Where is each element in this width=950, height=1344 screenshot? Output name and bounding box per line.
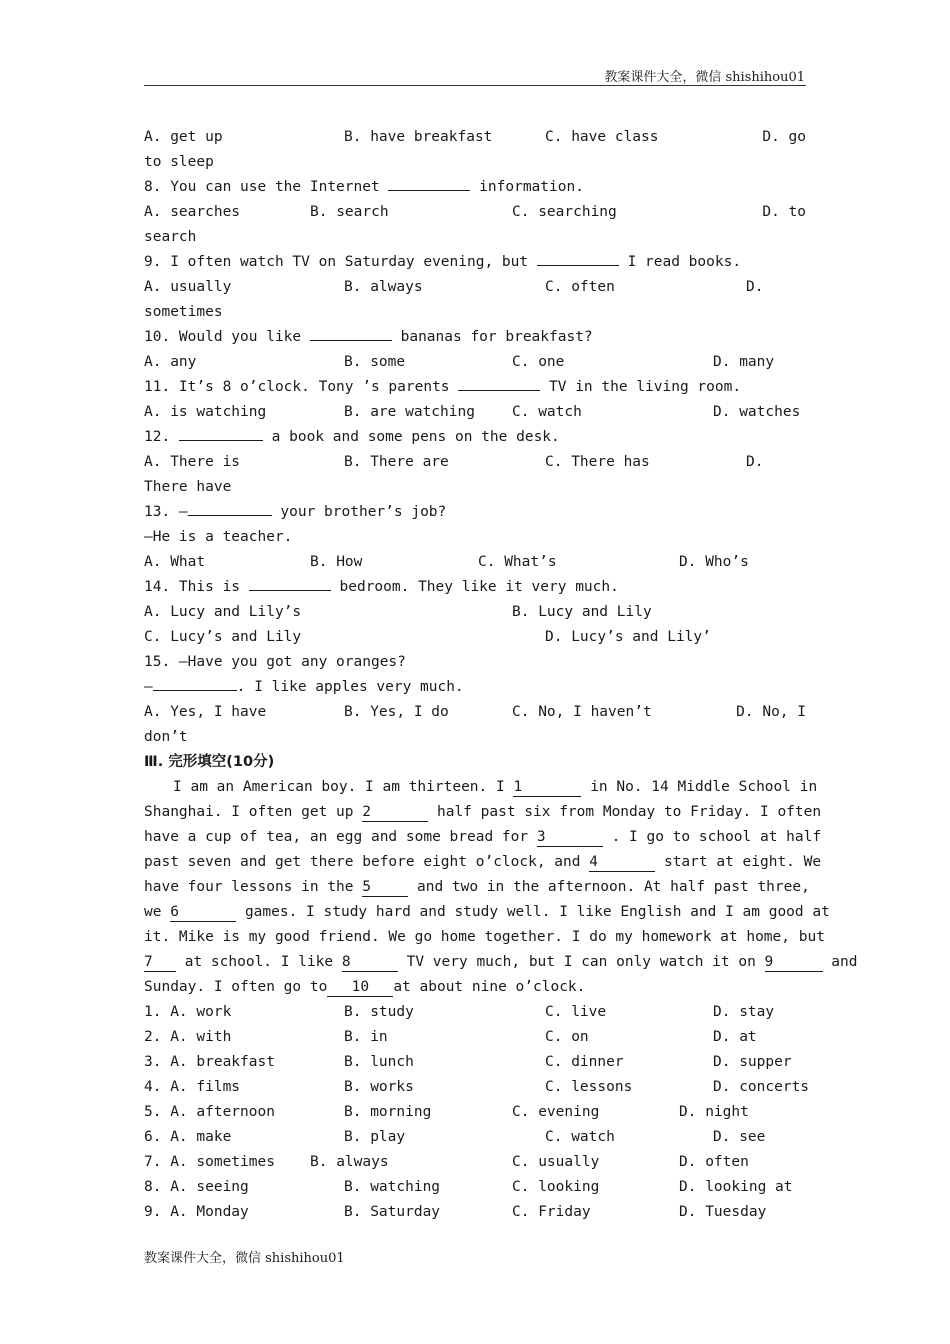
option-a: A. Lucy and Lily’s xyxy=(144,604,302,620)
question-8-options xyxy=(144,200,806,225)
option-c: C. What’s xyxy=(478,554,557,570)
option-c: C. dinner xyxy=(545,1054,624,1070)
option-d-wrap: to sleep xyxy=(144,154,214,170)
question-11-options xyxy=(144,400,806,425)
option-d: D. see xyxy=(713,1129,766,1145)
question-8-stem: 8. You can use the Internet xyxy=(144,179,380,195)
question-12-stem: 12. xyxy=(144,429,171,445)
question-15-reply xyxy=(144,675,806,700)
question-12-options xyxy=(144,450,806,475)
question-13-options xyxy=(144,550,806,575)
option-b: B. study xyxy=(344,1004,414,1020)
option-a: 9. A. Monday xyxy=(144,1204,249,1220)
cloze-options-row xyxy=(144,1075,810,1100)
option-b: B. Yes, I do xyxy=(344,704,449,720)
cloze-options-row xyxy=(144,1025,806,1050)
option-c: C. watch xyxy=(545,1129,615,1145)
option-d: D. go xyxy=(762,129,806,145)
option-c: C. one xyxy=(512,354,565,370)
cloze-options-row xyxy=(144,1125,806,1150)
passage-text: in No. 14 Middle School in xyxy=(590,779,818,795)
passage-text: . I go to school at half xyxy=(611,829,822,845)
passage-line xyxy=(144,950,858,975)
question-11-stem-end: TV in the living room. xyxy=(549,379,742,395)
passage-text: and two in the afternoon. At half past three, xyxy=(416,879,810,895)
option-c: C. There has xyxy=(545,454,650,470)
question-10-stem: 10. Would you like xyxy=(144,329,302,345)
option-d: D. concerts xyxy=(713,1079,810,1095)
option-d: D. looking at xyxy=(679,1179,793,1195)
option-a: 8. A. seeing xyxy=(144,1179,249,1195)
option-b: B. There are xyxy=(344,454,449,470)
option-b: B. Lucy and Lily xyxy=(512,604,652,620)
option-d: D. to xyxy=(762,204,806,220)
option-a: A. get up xyxy=(144,129,223,145)
option-d: D. xyxy=(746,454,764,470)
passage-text: we xyxy=(144,904,162,920)
reply-end: . I like apples very much. xyxy=(236,679,464,695)
option-b: B. always xyxy=(310,1154,389,1170)
question-8 xyxy=(144,175,806,200)
question-10-options xyxy=(144,350,806,375)
question-11-stem: 11. It’s 8 o’clock. Tony ’s parents xyxy=(144,379,450,395)
question-11 xyxy=(144,375,806,400)
cloze-blank: 6 xyxy=(170,904,236,922)
passage-line xyxy=(144,875,810,900)
cloze-blank: 10 xyxy=(327,979,393,997)
option-c: C. on xyxy=(545,1029,589,1045)
option-b: B. morning xyxy=(344,1104,432,1120)
option-c: C. live xyxy=(545,1004,607,1020)
option-a: A. What xyxy=(144,554,206,570)
passage-text: TV very much, but I can only watch it on xyxy=(406,954,756,970)
passage-text: and xyxy=(831,954,858,970)
option-d: D. often xyxy=(679,1154,749,1170)
question-13-answer-line: —He is a teacher. xyxy=(144,529,293,545)
option-a: 3. A. breakfast xyxy=(144,1054,275,1070)
option-c: C. have class xyxy=(545,129,659,145)
option-c: C. No, I haven’t xyxy=(512,704,652,720)
blank xyxy=(188,515,272,516)
option-b: B. search xyxy=(310,204,389,220)
question-9 xyxy=(144,250,806,275)
option-d: D. No, I xyxy=(736,704,806,720)
option-a: 6. A. make xyxy=(144,1129,232,1145)
passage-text: at school. I like xyxy=(184,954,334,970)
cloze-blank: 8 xyxy=(342,954,398,972)
cloze-options-row xyxy=(144,1175,806,1200)
option-a: A. searches xyxy=(144,204,241,220)
option-c: C. usually xyxy=(512,1154,600,1170)
blank xyxy=(153,690,237,691)
question-10-stem-end: bananas for breakfast? xyxy=(400,329,593,345)
cloze-blank: 1 xyxy=(513,779,581,797)
passage-line xyxy=(144,800,822,825)
worksheet-content xyxy=(144,125,858,1225)
cloze-blank: 7 xyxy=(144,954,176,972)
option-d: D. Who’s xyxy=(679,554,749,570)
page-footer: 教案课件大全，微信 shishihou01 xyxy=(144,1251,345,1266)
question-9-options xyxy=(144,275,806,300)
blank xyxy=(179,440,263,441)
option-b: B. works xyxy=(344,1079,414,1095)
question-14-stem-end: bedroom. They like it very much. xyxy=(339,579,619,595)
option-b: B. are watching xyxy=(344,404,475,420)
blank xyxy=(537,265,619,266)
option-d-wrap: search xyxy=(144,229,197,245)
option-c: C. searching xyxy=(512,204,617,220)
passage-text: have a cup of tea, an egg and some bread for xyxy=(144,829,529,845)
question-9-stem-end: I read books. xyxy=(627,254,742,270)
option-d: D. night xyxy=(679,1104,749,1120)
blank xyxy=(458,390,540,391)
section-title: Ⅲ. 完形填空(10分) xyxy=(144,754,275,770)
option-c: C. Friday xyxy=(512,1204,591,1220)
question-13 xyxy=(144,500,806,525)
cloze-options-row xyxy=(144,1200,806,1225)
option-d: D. stay xyxy=(713,1004,775,1020)
question-15-options xyxy=(144,700,806,725)
option-b: B. lunch xyxy=(344,1054,414,1070)
question-14 xyxy=(144,575,806,600)
passage-text: I am an American boy. I am thirteen. I xyxy=(173,779,505,795)
option-a: A. is watching xyxy=(144,404,267,420)
question-15: 15. —Have you got any oranges? xyxy=(144,654,406,670)
option-d: D. Lucy’s and Lily’ xyxy=(545,629,711,645)
option-b: B. have breakfast xyxy=(344,129,493,145)
cloze-options-row xyxy=(144,1050,806,1075)
option-b: B. Saturday xyxy=(344,1204,441,1220)
question-13-stem-end: your brother’s job? xyxy=(280,504,447,520)
passage-text: have four lessons in the xyxy=(144,879,354,895)
option-d: D. xyxy=(746,279,764,295)
option-a: 1. A. work xyxy=(144,1004,232,1020)
passage-text: start at eight. We xyxy=(663,854,822,870)
option-a: 4. A. films xyxy=(144,1079,241,1095)
cloze-blank: 3 xyxy=(537,829,603,847)
cloze-blank: 5 xyxy=(362,879,408,897)
option-c: C. evening xyxy=(512,1104,600,1120)
option-c: C. often xyxy=(545,279,615,295)
header-rule xyxy=(144,85,806,86)
option-b: B. some xyxy=(344,354,406,370)
option-b: B. watching xyxy=(344,1179,441,1195)
option-a: A. Yes, I have xyxy=(144,704,267,720)
cloze-blank: 4 xyxy=(589,854,655,872)
cloze-options-row xyxy=(144,1100,806,1125)
passage-text: at about nine o’clock. xyxy=(393,979,586,995)
option-b: B. play xyxy=(344,1129,406,1145)
passage-line xyxy=(144,775,818,800)
option-a: 7. A. sometimes xyxy=(144,1154,275,1170)
option-a: 2. A. with xyxy=(144,1029,232,1045)
option-d-wrap: sometimes xyxy=(144,304,223,320)
option-c: C. lessons xyxy=(545,1079,633,1095)
cloze-blank: 2 xyxy=(362,804,428,822)
question-13-stem: 13. — xyxy=(144,504,188,520)
page-header: 教案课件大全，微信 shishihou01 xyxy=(604,70,805,85)
option-c: C. watch xyxy=(512,404,582,420)
passage-text: half past six from Monday to Friday. I often xyxy=(436,804,822,820)
reply-dash: — xyxy=(144,679,153,695)
option-d-wrap: don’t xyxy=(144,729,188,745)
passage-text: Shanghai. I often get up xyxy=(144,804,354,820)
question-12 xyxy=(144,425,806,450)
passage-line xyxy=(144,850,822,875)
option-d-wrap: There have xyxy=(144,479,232,495)
option-d: D. many xyxy=(713,354,775,370)
option-b: B. How xyxy=(310,554,363,570)
cloze-options-row xyxy=(144,1150,806,1175)
question-8-stem-end: information. xyxy=(479,179,584,195)
option-d: D. at xyxy=(713,1029,757,1045)
option-a: 5. A. afternoon xyxy=(144,1104,275,1120)
option-d: D. watches xyxy=(713,404,801,420)
option-c: C. Lucy’s and Lily xyxy=(144,629,302,645)
passage-text: past seven and get there before eight o’clock, and xyxy=(144,854,581,870)
passage-line xyxy=(144,925,825,950)
passage-line xyxy=(144,900,830,925)
passage-text: Sunday. I often go to xyxy=(144,979,328,995)
passage-text: it. Mike is my good friend. We go home together. I do my homework at home, but xyxy=(144,929,825,945)
option-b: B. always xyxy=(344,279,423,295)
option-a: A. usually xyxy=(144,279,232,295)
option-a: A. There is xyxy=(144,454,241,470)
question-14-stem: 14. This is xyxy=(144,579,241,595)
option-d: D. supper xyxy=(713,1054,792,1070)
question-14-options-row2 xyxy=(144,625,806,650)
option-c: C. looking xyxy=(512,1179,600,1195)
question-14-options-row1 xyxy=(144,600,806,625)
question-12-stem-end: a book and some pens on the desk. xyxy=(271,429,560,445)
question-9-stem: 9. I often watch TV on Saturday evening, but xyxy=(144,254,529,270)
blank xyxy=(310,340,392,341)
option-d: D. Tuesday xyxy=(679,1204,767,1220)
blank xyxy=(388,190,470,191)
blank xyxy=(249,590,331,591)
option-a: A. any xyxy=(144,354,197,370)
question-10 xyxy=(144,325,806,350)
cloze-blank: 9 xyxy=(765,954,823,972)
question-7-options xyxy=(144,125,806,150)
passage-line xyxy=(144,825,822,850)
passage-text: games. I study hard and study well. I like English and I am good at xyxy=(244,904,830,920)
passage-line xyxy=(144,975,806,1000)
cloze-options-row xyxy=(144,1000,806,1025)
option-b: B. in xyxy=(344,1029,388,1045)
